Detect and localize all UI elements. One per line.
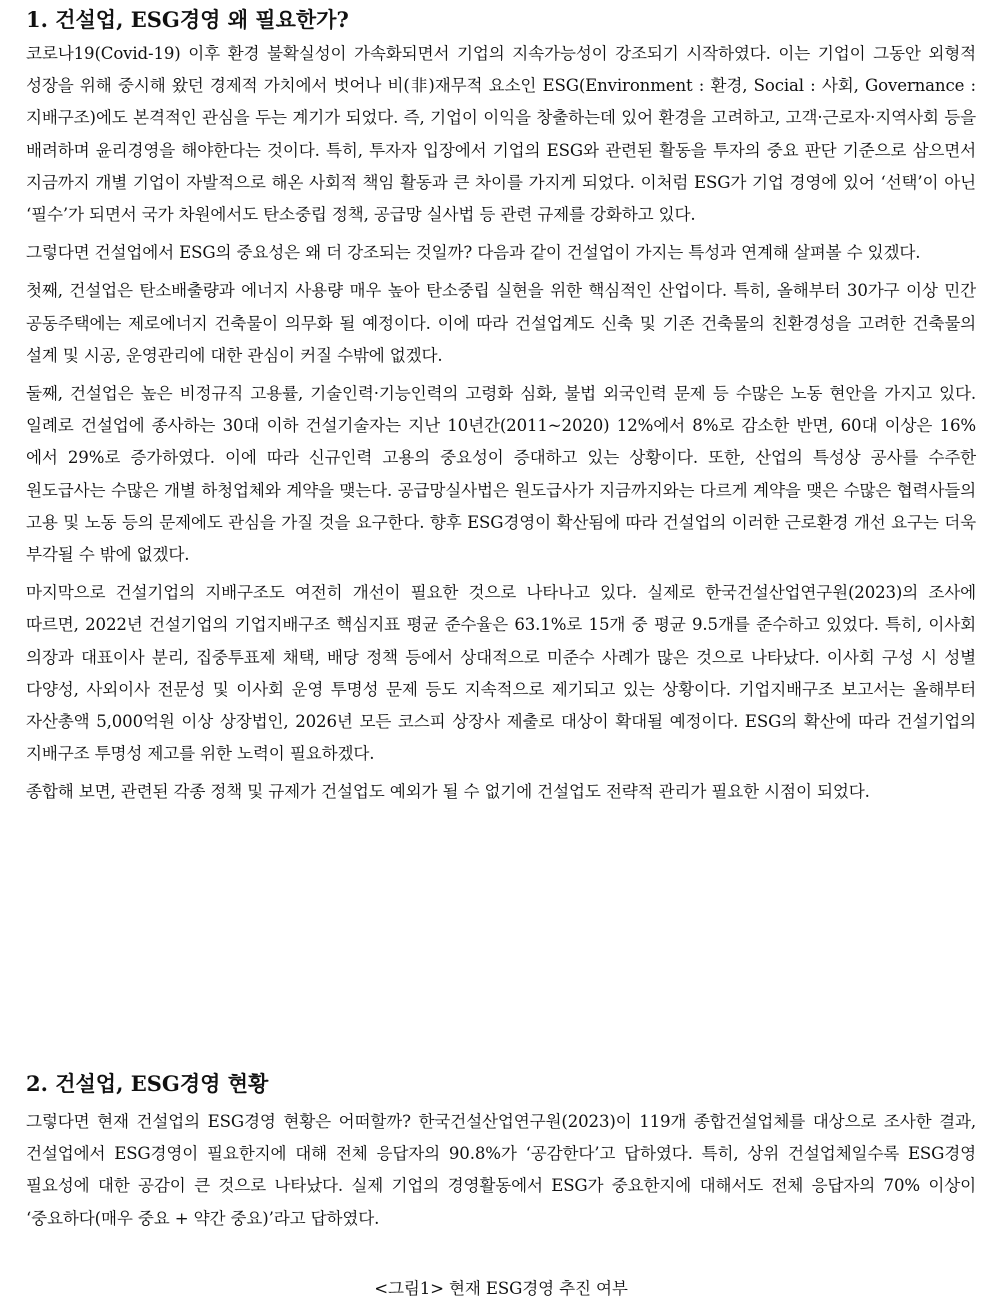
section-1-heading: 1. 건설업, ESG경영 왜 필요한가? <box>26 7 349 32</box>
paragraph: 코로나19(Covid-19) 이후 환경 불확실성이 가속화되면서 기업의 지속가능성이 강조되기 시작하였다. 이는 기업이 그동안 외형적 성장을 위해 중시해 왔던 경제적 가치에서 벗어나 비(非)재무적 요소인 ESG(Environment : 환경, Social : 사회, Governance : 지배구조)에도 본격적인 관심을 두는 계기가 되었다. 즉, 기업이 이익을 창출하는데 있어 환경을 고려하고, 고객·근로자·지역사회 등을 배려하며 윤리경영을 해야한다는 것이다. 특히, 투자자 입장에서 기업의 ESG와 관련된 활동을 투자의 중요 판단 기준으로 삼으면서 지금까지 개별 기업이 자발적으로 해온 사회적 책임 활동과 큰 차이를 가지게 되었다. 이처럼 ESG가 기업 경영에 있어 ‘선택’이 아닌 ‘필수’가 되면서 국가 차원에서도 탄소중립 정책, 공급망 실사법 등 관련 규제를 강화하고 있다. <box>26 44 976 225</box>
paragraph: 그렇다면 건설업에서 ESG의 중요성은 왜 더 강조되는 것일까? 다음과 같이 건설업이 가지는 특성과 연계해 살펴볼 수 있겠다. <box>26 243 921 263</box>
section-1-body <box>26 38 976 815</box>
paragraph: 둘째, 건설업은 높은 비정규직 고용률, 기술인력·기능인력의 고령화 심화, 불법 외국인력 문제 등 수많은 노동 현안을 가지고 있다. 일례로 건설업에 종사하는 30대 이하 건설기술자는 지난 10년간(2011~2020) 12%에서 8%로 감소한 반면, 60대 이상은 16%에서 29%로 증가하였다. 이에 따라 신규인력 고용의 중요성이 증대하고 있는 상황이다. 또한, 산업의 특성상 공사를 수주한 원도급사는 수많은 개별 하청업체와 계약을 맺는다. 공급망실사법은 원도급사가 지금까지와는 다르게 계약을 맺은 수많은 협력사들의 고용 및 노동 등의 문제에도 관심을 가질 것을 요구한다. 향후 ESG경영이 확산됨에 따라 건설업의 이러한 근로환경 개선 요구는 더욱 부각될 수 밖에 없겠다. <box>26 384 976 565</box>
paragraph: 종합해 보면, 관련된 각종 정책 및 규제가 건설업도 예외가 될 수 없기에 건설업도 전략적 관리가 필요한 시점이 되었다. <box>26 782 870 802</box>
section-2-body <box>26 1106 976 1235</box>
paragraph: 첫째, 건설업은 탄소배출량과 에너지 사용량 매우 높아 탄소중립 실현을 위한 핵심적인 산업이다. 특히, 올해부터 30가구 이상 민간 공동주택에는 제로에너지 건축물이 의무화 될 예정이다. 이에 따라 건설업계도 신축 및 기존 건축물의 친환경성을 고려한 건축물의 설계 및 시공, 운영관리에 대한 관심이 커질 수밖에 없겠다. <box>26 281 976 365</box>
paragraph: 마지막으로 건설기업의 지배구조도 여전히 개선이 필요한 것으로 나타나고 있다. 실제로 한국건설산업연구원(2023)의 조사에 따르면, 2022년 건설기업의 기업지배구조 핵심지표 평균 준수율은 63.1%로 15개 중 평균 9.5개를 준수하고 있었다. 특히, 이사회 의장과 대표이사 분리, 집중투표제 채택, 배당 정책 등에서 상대적으로 미준수 사례가 많은 것으로 나타났다. 이사회 구성 시 성별 다양성, 사외이사 전문성 및 이사회 운영 투명성 문제 등도 지속적으로 제기되고 있는 상황이다. 기업지배구조 보고서는 올해부터 자산총액 5,000억원 이상 상장법인, 2026년 모든 코스피 상장사 제출로 대상이 확대될 예정이다. ESG의 확산에 따라 건설기업의 지배구조 투명성 제고를 위한 노력이 필요하겠다. <box>26 583 976 764</box>
paragraph: 그렇다면 현재 건설업의 ESG경영 현황은 어떠할까? 한국건설산업연구원(2023)이 119개 종합건설업체를 대상으로 조사한 결과, 건설업에서 ESG경영이 필요한지에 대해 전체 응답자의 90.8%가 ‘공감한다’고 답하였다. 특히, 상위 건설업체일수록 ESG경영 필요성에 대한 공감이 큰 것으로 나타났다. 실제 기업의 경영활동에서 ESG가 중요한지에 대해서도 전체 응답자의 70% 이상이 ‘중요하다(매우 중요 + 약간 중요)’라고 답하였다. <box>26 1112 976 1228</box>
figure-caption: <그림1> 현재 ESG경영 추진 여부 <box>374 1279 628 1298</box>
section-2-heading: 2. 건설업, ESG경영 현황 <box>26 1071 269 1096</box>
